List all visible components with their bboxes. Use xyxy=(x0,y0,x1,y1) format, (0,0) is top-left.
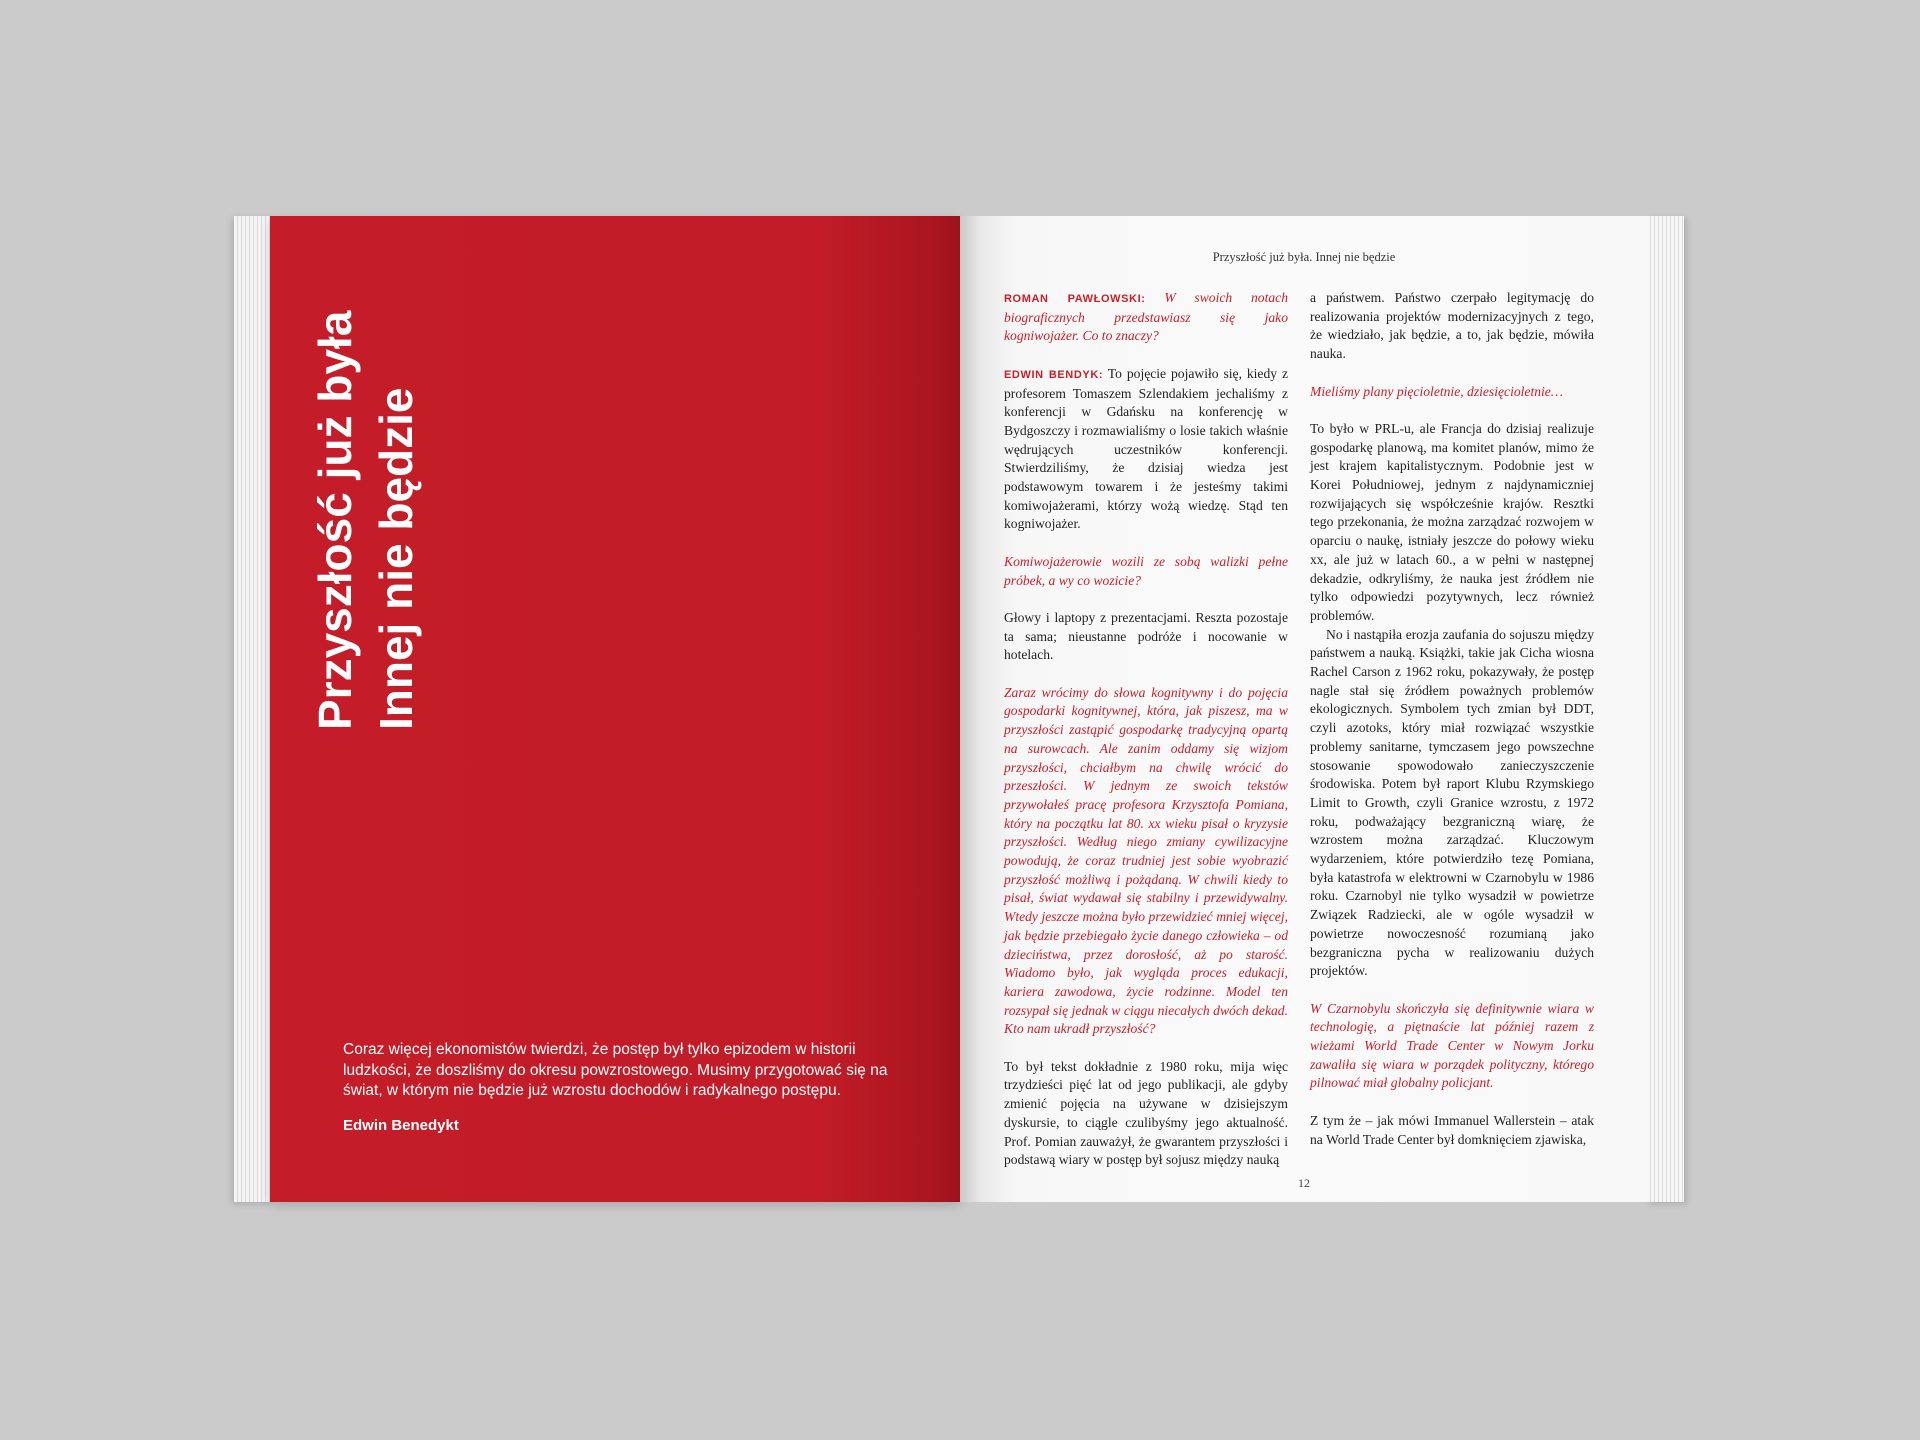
running-head: Przyszłość już była. Innej nie będzie xyxy=(1212,250,1396,264)
answer-paragraph: Z tym że – jak mówi Immanuel Wallerstein – atak na World Trade Center był domknięciem zjawiska, xyxy=(1310,1112,1594,1147)
chapter-lede: Coraz więcej ekonomistów twierdzi, że postęp był tylko epizodem w historii ludzkości, że doszliśmy do okresu powzrostowego. Musimy przygotować się na świat, w którym nie będzie już wzrostu dochodów i radykalnego postępu. xyxy=(343,1041,888,1099)
interviewer-question: Zaraz wrócimy do słowa kognitywny i do pojęcia gospodarki kognitywnej, która, jak piszesz, ma w przyszłości zastąpić gospodarkę tradycyjną opartą na surowcach. Ale zanim oddamy się wizjom przyszłości, chciałbym na chwilę wrócić do przeszłości. W jednym ze swoich tekstów przywołałeś pracę profesora Krzysztofa Pomiana, który na początku lat 80. xx wieku pisał o kryzysie przyszłości. Według niego zmiany cywilizacyjne powodują, że coraz trudniej jest sobie wyobrazić przyszłość możliwą i pożądaną. W chwili kiedy to pisał, świat wydawał się stabilny i przewidywalny. Wtedy jeszcze można było przewidzieć mniej więcej, jak będzie przebiegało życie danego człowieka – od dzieciństwa, przez dorosłość, aż po starość. Wiadomo było, jak wygląda proces edukacji, kariera zawodowa, życie rodzinne. Model ten rozsypał się jednak w ciągu niecałych dwóch dekad. Kto nam ukradł przyszłość? xyxy=(1004,684,1288,1037)
paragraph xyxy=(1004,289,1288,346)
speaker-label: EDWIN BENDYK: xyxy=(1004,368,1104,381)
author-byline: Edwin Benedykt xyxy=(343,1117,459,1134)
interviewer-question: W Czarnobylu skończyła się definitywnie wiara w technologię, a piętnaście lat później razem z wieżami World Trade Center w Nowym Jorku zawaliła się wiara w porządek polityczny, którego pilnować miał globalny policjant. xyxy=(1310,1000,1594,1091)
interviewer-question: Komiwojażerowie wozili ze sobą walizki pełne próbek, a wy co wozicie? xyxy=(1004,553,1288,588)
chapter-title xyxy=(305,311,427,730)
answer-text: To pojęcie pojawiło się, kiedy z profesorem Tomaszem Szlendakiem jechaliśmy z konferencji w Gdańsku na konferencję w Bydgoszczy i rozmawialiśmy o losie takich właśnie wędrujących uczestników konferencji. Stwierdziliśmy, że dzisiaj wiedza jest podstawowym towarem i że jesteśmy takimi komiwojażerami, którzy wożą wiedzę. Stąd ten kogniwojażer. xyxy=(1004,365,1288,532)
right-page-edges xyxy=(1646,216,1684,1202)
answer-paragraph: No i nastąpiła erozja zaufania do sojuszu między państwem a nauką. Książki, takie jak Cicha wiosna Rachel Carson z 1962 roku, pokazywały, że postęp nagle stał się źródłem poważnych problemów ekologicznych. Symbolem tych zmian był DDT, czyli azotoks, który miał rozwiązać wszystkie problemy sanitarne, tymczasem jego powszechne stosowanie spowodowało zanieczyszczenie środowiska. Potem był raport Klubu Rzymskiego Limit to Growth, czyli Granice wzrostu, z 1972 roku, podważający bezgraniczną wiarę, że wzrostem można zarządzać. Kluczowym wydarzeniem, które potwierdziło tezę Pomiana, była katastrofa w elektrowni w Czarnobylu w 1986 roku. Czarnobyl nie tylko wysadził w powietrze Związek Radziecki, ale w ogóle wysadził w powietrze nowoczesność rozumianą jako bezgraniczna pycha w realizowaniu dużych projektów. xyxy=(1310,626,1594,979)
paragraph xyxy=(1004,365,1288,534)
chapter-title-line-1: Przyszłość już była xyxy=(309,310,361,730)
text-column-1 xyxy=(1004,289,1288,1170)
page-number: 12 xyxy=(1298,1176,1310,1190)
answer-paragraph: a państwem. Państwo czerpało legitymację do realizowania projektów modernizacyjnych z tego, że wiedziało, jak będzie, a to, jak będzie, mówiła nauka. xyxy=(1310,290,1594,362)
answer-paragraph: To było w PRL-u, ale Francja do dzisiaj realizuje gospodarkę planową, ma komitet planów, mimo że jest krajem kapitalistycznym. Podobnie jest w Korei Południowej, jednym z najdynamiczniej rozwijających się współcześnie krajów. Resztki tego przekonania, że można zarządzać rozwojem w oparciu o naukę, istniały jeszcze do połowy wieku xx, ale już w latach 60., a w pełni w następnej dekadzie, odkryliśmy, że nauka jest źródłem nie tylko odpowiedzi pozytywnych, lecz również problemów. xyxy=(1310,420,1594,623)
interviewer-question: W swoich notach biograficznych przedstawiasz się jako kogniwojażer. Co to znaczy? xyxy=(1004,290,1288,344)
answer-paragraph: Głowy i laptopy z prezentacjami. Reszta pozostaje ta sama; nieustanne podróże i nocowanie w hotelach. xyxy=(1004,609,1288,663)
chapter-title-line-2: Innej nie będzie xyxy=(370,387,422,730)
text-column-2 xyxy=(1310,289,1594,1149)
interviewer-question: Mieliśmy plany pięcioletnie, dziesięcioletnie… xyxy=(1310,383,1563,399)
answer-paragraph: To był tekst dokładnie z 1980 roku, mija więc trzydzieści pięć lat od jego publikacji, ale gdyby zmienić pojęcia na używane w dzisiejszym dyskursie, to ciągle czulibyśmy jego aktualność. Prof. Pomian zauważył, że gwarantem przyszłości i podstawą wiary w postęp był sojusz między nauką xyxy=(1004,1058,1288,1168)
left-page-edges xyxy=(234,216,272,1202)
speaker-label: ROMAN PAWŁOWSKI: xyxy=(1004,293,1146,305)
